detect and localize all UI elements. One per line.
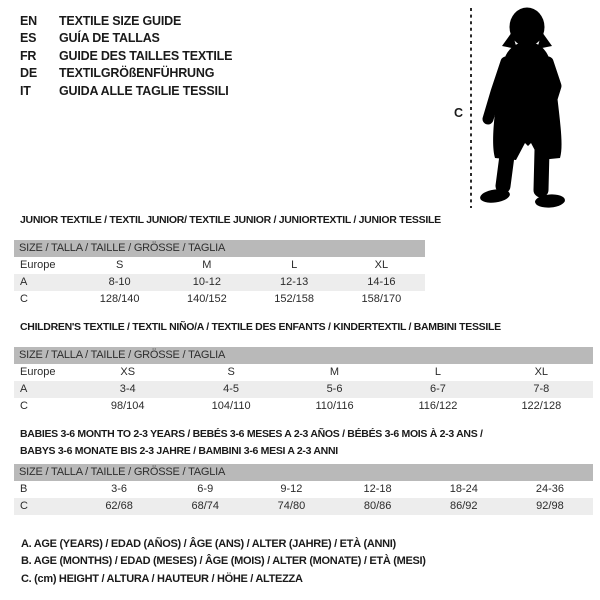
language-title: TEXTILE SIZE GUIDE [59,14,182,28]
table-row [14,364,593,381]
table-cell: 80/86 [363,500,392,512]
table-cell: L [291,259,298,271]
table-cell: L [434,366,441,378]
table-row [14,291,425,308]
footnote-line: C. (cm) HEIGHT / ALTURA / HAUTEUR / HÖHE / ALTEZZA [21,572,303,585]
language-code: DE [20,66,37,81]
row-label: C [20,500,28,512]
footnote-line: B. AGE (MONTHS) / EDAD (MESES) / ÂGE (MOIS) / ALTER (MONATE) / ETÀ (MESI) [21,555,426,568]
language-code: FR [20,48,37,63]
table-heading-line: BABIES 3-6 MONTH TO 2-3 YEARS / BEBÉS 3-6 MESES A 2-3 AÑOS / BÉBÉS 3-6 MOIS À 2-3 ANS / [20,428,483,440]
table-cell: 122/128 [521,400,562,412]
table-row [14,481,593,498]
table-cell: 18-24 [449,483,478,495]
table-cell: 104/110 [211,400,251,412]
table-cell: 116/122 [418,400,458,412]
table-cell: S [227,366,235,378]
language-code: ES [20,31,37,46]
language-row [20,48,232,65]
table-cell: 4-5 [223,383,240,395]
toddler-body [479,8,565,209]
size-table [14,464,593,515]
language-row [20,13,232,30]
table-heading-line: BABYS 3-6 MONATE BIS 2-3 JAHRE / BAMBINI 3-6 MESI A 2-3 ANNI [20,445,338,457]
row-label: A [20,276,28,288]
row-label: C [20,293,28,305]
size-table [14,347,593,415]
table-cell: 14-16 [367,276,396,288]
figure-height-label: C [454,106,464,120]
table-cell: 24-36 [535,483,565,495]
table-row [14,274,425,291]
table-cell: 9-12 [280,483,303,495]
footnote-line: A. AGE (YEARS) / EDAD (AÑOS) / ÂGE (ANS) / ALTER (JAHRE) / ETÀ (ANNI) [21,538,396,550]
table-row [14,398,593,415]
table-cell: 12-18 [363,483,392,495]
size-table [14,240,425,308]
table-cell: 152/158 [274,293,314,305]
table-cell: 3-4 [119,383,136,395]
language-title: GUIDE DES TAILLES TEXTILE [59,48,233,63]
table-cell: XL [374,259,389,271]
table-cell: 92/98 [536,500,564,512]
row-label: C [20,400,28,412]
table-cell: 62/68 [105,500,133,512]
size-header-bar: SIZE / TALLA / TAILLE / GRÖSSE / TAGLIA [14,464,593,481]
table-cell: 110/116 [315,400,354,412]
row-label: Europe [20,259,56,271]
table-cell: XS [120,366,136,378]
table-heading [20,212,441,229]
table-row [14,257,425,274]
table-cell: 3-6 [111,483,128,495]
table-cell: 140/152 [186,293,227,305]
language-code: EN [20,14,37,28]
toddler-figure [428,2,600,214]
table-row [14,381,593,398]
table-cell: 74/80 [277,500,306,512]
table-cell: 8-10 [108,276,131,288]
row-label: Europe [20,366,56,378]
language-code: IT [20,83,31,98]
table-cell: XL [534,366,549,378]
table-cell: 6-9 [197,483,214,495]
language-list [20,13,232,100]
language-row [20,83,232,100]
language-row [20,30,232,47]
row-label: A [20,383,28,395]
language-title: GUIDA ALLE TAGLIE TESSILI [59,83,229,98]
table-heading-line: CHILDREN'S TEXTILE / TEXTIL NIÑO/A / TEXTILE DES ENFANTS / KINDERTEXTIL / BAMBINI TESSILE [20,321,501,333]
size-header-bar: SIZE / TALLA / TAILLE / GRÖSSE / TAGLIA [14,347,593,364]
size-header-bar: SIZE / TALLA / TAILLE / GRÖSSE / TAGLIA [14,240,425,257]
table-cell: 68/74 [191,500,220,512]
table-row [14,498,593,515]
table-cell: 6-7 [429,383,446,395]
language-row [20,65,232,82]
language-title: GUÍA DE TALLAS [59,31,160,46]
table-cell: 158/170 [361,293,402,305]
table-heading [20,426,483,460]
table-cell: M [329,366,340,378]
table-cell: 7-8 [533,383,550,395]
table-heading [20,319,501,336]
table-cell: M [202,259,212,271]
footnotes [21,536,426,588]
language-title: TEXTILGRÖßENFÜHRUNG [59,66,215,81]
table-cell: 86/92 [450,500,478,512]
table-cell: 98/104 [110,400,145,412]
table-cell: 10-12 [192,276,221,288]
table-cell: 5-6 [326,383,343,395]
table-cell: 12-13 [280,276,309,288]
table-cell: 128/140 [99,293,140,305]
row-label: B [20,483,28,495]
table-heading-line: JUNIOR TEXTILE / TEXTIL JUNIOR/ TEXTILE JUNIOR / JUNIORTEXTIL / JUNIOR TESSILE [20,214,441,226]
table-cell: S [115,259,124,271]
